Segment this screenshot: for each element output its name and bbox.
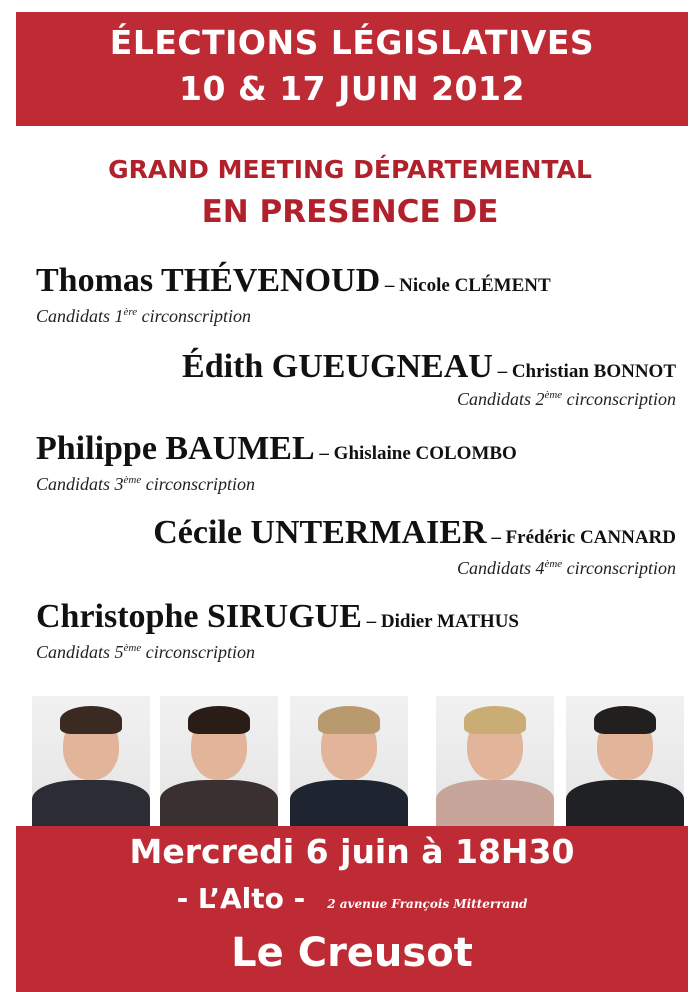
- event-city: Le Creusot: [231, 930, 473, 976]
- district-label-1: [36, 306, 251, 327]
- candidate-photo-5: [566, 696, 684, 826]
- meeting-heading: [0, 150, 700, 234]
- event-banner: [16, 826, 688, 992]
- candidate-row-3: [36, 430, 517, 468]
- meeting-title: GRAND MEETING DÉPARTEMENTAL: [108, 155, 592, 184]
- district-label-suffix: circonscription: [141, 474, 256, 494]
- header-banner: [16, 12, 688, 126]
- header-dates: 10 & 17 JUIN 2012: [179, 69, 525, 108]
- portrait-hair: [318, 706, 380, 734]
- district-label-suffix: circonscription: [562, 389, 676, 409]
- portrait-body: [436, 780, 554, 826]
- meeting-subtitle: EN PRESENCE DE: [201, 194, 499, 230]
- ordinal-suffix: ère: [123, 306, 138, 318]
- district-label-prefix: Candidats 3: [36, 474, 124, 494]
- portrait-hair: [188, 706, 250, 734]
- portrait-body: [32, 780, 150, 826]
- dash: –: [492, 361, 512, 382]
- candidate-photo-3: [290, 696, 408, 826]
- candidate-main-name: Christophe SIRUGUE: [36, 598, 362, 635]
- candidate-main-name: Cécile UNTERMAIER: [153, 514, 487, 551]
- candidate-second-name: Nicole CLÉMENT: [399, 275, 551, 296]
- portrait-body: [566, 780, 684, 826]
- district-label-suffix: circonscription: [137, 306, 251, 326]
- candidate-photos: [32, 696, 692, 826]
- portrait-hair: [594, 706, 656, 734]
- ordinal-suffix: ème: [123, 642, 142, 654]
- dash: –: [380, 275, 400, 296]
- district-label-suffix: circonscription: [562, 558, 676, 578]
- event-date: Mercredi 6 juin à 18H30: [129, 832, 575, 871]
- candidate-photo-2: [160, 696, 278, 826]
- district-label-suffix: circonscription: [141, 642, 256, 662]
- district-label-3: [36, 474, 255, 495]
- district-label-prefix: Candidats 5: [36, 642, 124, 662]
- candidate-row-1: [36, 262, 551, 300]
- dash: –: [361, 611, 381, 632]
- candidate-second-name: Christian BONNOT: [511, 361, 676, 382]
- district-label-5: [36, 642, 255, 663]
- candidate-second-name: Didier MATHUS: [380, 611, 519, 632]
- ordinal-suffix: ème: [544, 558, 563, 570]
- ordinal-suffix: ème: [544, 389, 563, 401]
- dash: –: [314, 443, 334, 464]
- event-address: 2 avenue François Mitterrand: [327, 897, 528, 911]
- district-label-prefix: Candidats 1: [36, 306, 124, 326]
- event-venue-row: [16, 882, 688, 915]
- portrait-hair: [464, 706, 526, 734]
- candidate-row-5: [36, 598, 519, 636]
- district-label-2: [457, 389, 676, 410]
- candidate-photo-1: [32, 696, 150, 826]
- district-label-prefix: Candidats 2: [456, 389, 545, 409]
- candidate-main-name: Philippe BAUMEL: [36, 430, 315, 467]
- dash: –: [486, 527, 506, 548]
- candidate-second-name: Frédéric CANNARD: [505, 527, 676, 548]
- district-label-4: [457, 558, 676, 579]
- portrait-body: [290, 780, 408, 826]
- portrait-hair: [60, 706, 122, 734]
- candidate-main-name: Édith GUEUGNEAU: [182, 348, 493, 385]
- event-venue: - L’Alto -: [176, 882, 306, 915]
- header-title: ÉLECTIONS LÉGISLATIVES: [109, 23, 595, 62]
- district-label-prefix: Candidats 4: [456, 558, 545, 578]
- candidate-row-4: [153, 514, 676, 552]
- ordinal-suffix: ème: [123, 474, 142, 486]
- candidate-second-name: Ghislaine COLOMBO: [333, 443, 517, 464]
- candidate-row-2: [182, 348, 676, 386]
- candidate-photo-4: [436, 696, 554, 826]
- portrait-body: [160, 780, 278, 826]
- candidate-main-name: Thomas THÉVENOUD: [36, 262, 381, 299]
